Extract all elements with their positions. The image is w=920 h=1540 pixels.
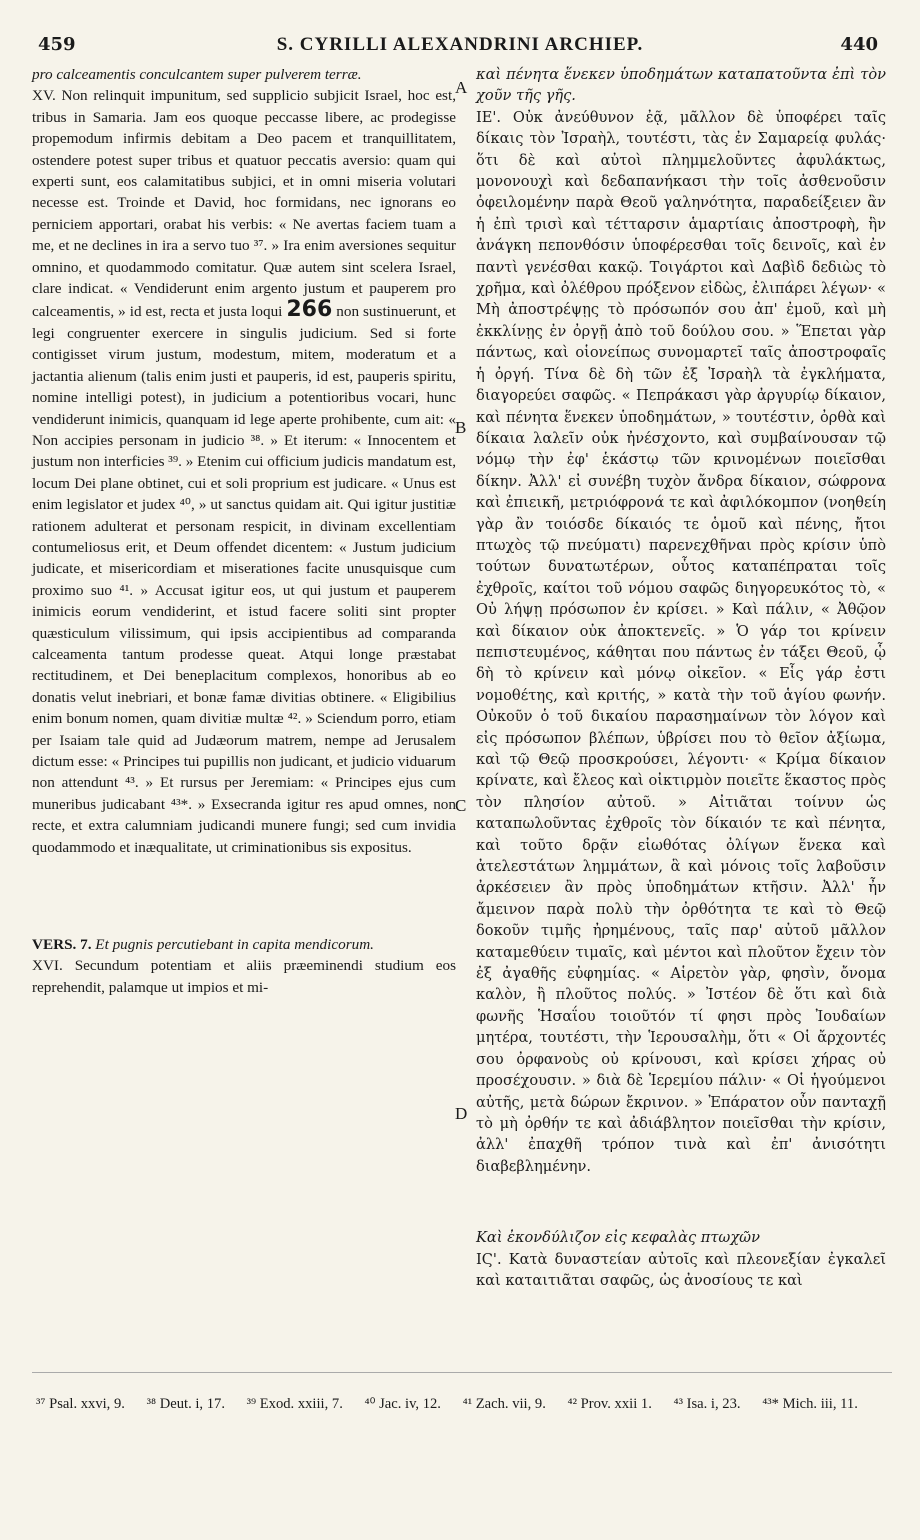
verse-label: VERS. 7.	[32, 936, 92, 954]
greek-paragraph-16: ΙϚ'. Κατὰ δυναστείαν αὐτοῖς καὶ πλεονεξίαν ἐγκαλεῖ καὶ καταιτιᾶται σαφῶς, ὡς ἀνοσίους τε καὶ	[476, 1250, 886, 1289]
running-header	[0, 30, 920, 62]
latin-paragraph-15	[32, 85, 456, 858]
column-number: 266	[286, 297, 333, 323]
page-number-right: 440	[840, 34, 878, 55]
footnote-rule	[32, 1372, 892, 1373]
verse-text-latin: Et pugnis percutiebant in capita mendicorum.	[95, 936, 374, 954]
margin-letters	[455, 64, 473, 1164]
margin-mark-c: C	[455, 796, 467, 815]
running-title: S. CYRILLI ALEXANDRINI ARCHIEP.	[276, 34, 644, 55]
greek-column	[476, 64, 886, 1291]
footnote: ⁴¹ Zach. vii, 9.	[462, 1396, 546, 1412]
footnote: ⁴³ Isa. i, 23.	[673, 1396, 741, 1412]
greek-paragraph-15: ΙΕ'. Οὐκ ἀνεύθυνον ἐᾷ, μᾶλλον δὲ ὑποφέρει ταῖς δίκαις τὸν Ἰσραὴλ, τουτέστι, τὰς ἐν Σαμαρείᾳ φυλάς· ὅτι δὲ καὶ αὐτοὶ πλημμελοῦντες ἀφυλάκτως, μονονουχὶ καὶ δεδαπανήκασι τὴν τοῖς ἀσθενοῦσιν ὀφειλομένην παρὰ Θεοῦ γαληνότητα, παραδείξειεν ἂν ἡ ἐπὶ τρισὶ καὶ τέτταρσιν ἁμαρτίαις ἀποστροφὴ, ἣν ἀνάγκη πεπονθόσιν ὑποφέρεσθαι τοῖς δεινοῖς, καὶ ἐν παντὶ γενέσθαι κακῷ. Τοιγάρτοι καὶ Δαβὶδ δεδιὼς τὸ χρῆμα, καὶ ὀλέθρου πρόξενον εἰδὼς, ἐλιπάρει λέγων· « Μὴ ἀποστρέψῃς τὸ πρόσωπόν σου ἀπ' ἐμοῦ, καὶ μὴ ἐκκλίνῃς ἐν ὀργῇ ἀπὸ τοῦ δούλου σου. » Ἕπεται γὰρ πάντως, καὶ οἱονείπως συνομαρτεῖ ταῖς ἀποστροφαῖς ἡ ὀργή. Τίνα δὲ δὴ τῶν ἐξ Ἰσραὴλ τὰ ἐγκλήματα, διαγορεύει σαφῶς. « Πεπράκασι γὰρ ἀργυρίῳ δίκαιον, καὶ πένητα ἕνεκεν ὑποδημάτων, » τουτέστιν, ὀρθὰ καὶ δίκαια λαλεῖν οὐκ ἠνέσχοντο, καὶ συμβαίνουσαν τῷ νόμῳ τὴν ἐφ' ἑκάστῳ τῶν κρινομένων ποιεῖσθαι δίκην. Ἀλλ' εἰ συνέβη τυχὸν ἄνδρα δίκαιον, σώφρονα καὶ ἐπιεικῆ, μετριόφρονά τε καὶ ἀφιλόκομπον (νοηθείη γὰρ ἂν τοιόσδε δίκαιός τε ὁμοῦ καὶ πένης, ἤτοι πτωχὸς τῷ πνεύματι) παρενεχθῆναι πρὸς κρίσιν ὑπὸ τούτων δυνατωτέρων, οὗτος καταπέπραται τοῖς ἐχθροῖς, καίτοι τοῦ νόμου σαφῶς διηγορευκότος τὸ, « Οὐ λήψῃ πρόσωπον ἐν κρίσει. » Καὶ πάλιν, « Ἀθῷον καὶ δίκαιον οὐκ ἀποκτενεῖς. » Ὁ γάρ τοι κρίνειν πεπιστευμένος, κάθηται που πάντως ἐν τάξει Θεοῦ, ᾧ δὴ τὸ κρίνειν καὶ μόνῳ οἰκεῖον. « Εἷς γάρ ἐστι νομοθέτης, καὶ κριτής, » κατὰ τὴν τοῦ ἁγίου φωνήν. Οὐκοῦν ὁ τοῦ δικαίου παρασημαίνων τὸν λόγον καὶ εἰς πρόσωπον βλέπων, ὑβρίσει που τὸ θεῖον ἀξίωμα, καὶ τῷ Θεῷ προσκρούσει, λέγοντι· « Κρίμα δίκαιον κρίνατε, καὶ ἔλεος καὶ οἰκτιρμὸν ποιεῖτε ἕκαστος πρὸς τὸν πλησίον αὐτοῦ. » Αἰτιᾶται τοίνυν ὡς καταπωλοῦντας ἐχθροῖς τὸν δίκαιόν τε καὶ πένητα, καὶ τοῦτο δρᾷν εἰωθότας ὀλίγων ἕνεκα καὶ ἀτελεστάτων λημμάτων, ἃ καὶ μόνοις τοῖς λαβοῦσιν ἀρκέσειεν ἂν πρὸς ὑποδημάτων κτῆσιν. Ἀλλ' ἦν ἄμεινον παρὰ πολὺ τὴν ὀρθότητα τε καὶ τὸ Θεῷ δοκοῦν τιμῆς ἠρημένους, ταῖς παρ' αὐτοῦ μᾶλλον καταμεθύειν τιμαῖς, καὶ μέντοι καὶ πλοῦτον ἔχειν τὸν ἐξ ἀγαθῆς εὐφημίας. « Αἱρετὸν γὰρ, φησὶν, ὄνομα καλὸν, ἢ πλοῦτος πολύς. » Ἰστέον δὲ ὅτι καὶ διὰ φωνῆς Ἡσαΐου τοιοῦτόν τί φησι πρὸς Ἰουδαίων μητέρα, τουτέστι, τὴν Ἱερουσαλὴμ, ὅτι « Οἱ ἄρχοντές σου ὀρφανοὺς οὐ κρίνουσι, καὶ κρίσει χήρας οὐ προσέχουσιν. » διὰ δὲ Ἱερεμίου πάλιν· « Οἱ ἡγούμενοι αὐτῆς, μετὰ δώρων ἔκρινον. » Ἐπάρατον οὖν πανταχῇ τὸ μὴ ὀρθήν τε καὶ ἀδιάβλητον ποιεῖσθαι τὴν κρίσιν, ἀλλ' ἐπαχθῆ τρόπον τινὰ καὶ ἐπ' ἀνισότητι διαβεβλημένην.	[476, 108, 886, 1175]
footnote: ⁴⁰ Jac. iv, 12.	[364, 1396, 441, 1412]
footnote: ³⁹ Exod. xxiii, 7.	[246, 1396, 343, 1412]
latin-verse-continuation: pro calceamentis conculcantem super pulverem terræ.	[32, 66, 362, 83]
latin-verse-7	[32, 934, 456, 955]
greek-verse-continuation: καὶ πένητα ἕνεκεν ὑποδημάτων καταπατοῦντα ἐπὶ τὸν χοῦν τῆς γῆς.	[476, 66, 886, 105]
verse-text-greek: Καὶ ἐκονδύλιζον εἰς κεφαλὰς πτωχῶν	[476, 1229, 760, 1247]
latin-column	[32, 64, 456, 998]
latin-para-15-text: XV. Non relinquit impunitum, sed supplicio subjicit Israel, hoc est, tribus in Samaria. Jam eos quoque peccasse libere, ac prodegisse propemodum infirmis debitam a Deo pacem et tranquillitatem, ostendere potest super tribus et quatuor peccatis aversio: quam qui experti sunt, eos calamitatibus subjici, et in omni miseria volutari necesse est. Troinde et David, hoc formidans, nec ignorans eo perniciem apportari, orabat his verbis: « Ne avertas faciem tuam a me, et ne declines in ira a servo tuo ³⁷. » Ira enim aversiones sequitur omnino, et quodammodo comitatur. Quæ autem sint scelera Israel, clare indicat. « Vendiderunt enim argento justum et pauperem pro calceamentis, » id est, recta et justa loqui	[32, 87, 456, 321]
margin-mark-d: D	[455, 1104, 468, 1123]
margin-mark-b: B	[455, 418, 467, 437]
footnotes	[36, 1394, 896, 1415]
page-number-left: 459	[38, 34, 76, 55]
footnote: ⁴² Prov. xxii 1.	[567, 1396, 652, 1412]
latin-para-15-text-cont: non sustinuerunt, et legi congruenter exercere in singulis judicium. Sed si forte contigisset virum justum, modestum, mitem, moderatum et a jactantia alienum (talis enim justi et pauperis, id est, pauperis spiritu, nomine intelligi potest), in judicium a potentioribus vocari, hunc vendiderunt inimicis, quanquam id lege aperte prohibente, cum ait: « Non accipies personam in judicio ³⁸. » Et iterum: « Innocentem et justum non interficies ³⁹. » Etenim cui officium judicis mandatum est, locum Dei plane obtinet, cui et soli proprium est judicare. « Unus est enim legislator et judex ⁴⁰, » ut sanctus quidam ait. Qui igitur justitiæ rationem adulterat et personam respicit, in divinam excellentiam contumeliosus erit, et Deum offendet dicentem: « Justum judicium judicate, et misericordiam et miserationes facite unusquisque cum proximo suo ⁴¹. » Accusat igitur eos, ut qui justum et pauperem inimicis eorum vendiderint, et istud facere soliti sint propter quæsticulum vilissimum, qui ipsis accipientibus ad comparanda calceamenta tantum prodesse queat. Atqui longe præstabat rectitudinem, et Dei beneplacitum complexos, honoribus ab eo donatis velut inebriari, et bonæ famæ divitias obtinere. « Eligibilius enim bonum nomen, quam divitiæ multæ ⁴². » Sciendum porro, etiam per Isaiam tale quid ad Judæorum matrem, nempe ad Jerusalem dictum esse: « Principes tui pupillis non judicant, et judicio viduarum non attendunt ⁴³. » Et rursus per Jeremiam: « Principes ejus cum muneribus judicabant ⁴³*. » Exsecranda igitur res apud omnes, non recte, et extra calumniam judicandi munere fungi; sed cum invidia quodammodo et inæqualitate, ut criminationibus sis expositus.	[32, 303, 456, 856]
margin-mark-a: A	[455, 78, 468, 97]
footnote: ³⁷ Psal. xxvi, 9.	[36, 1396, 125, 1412]
latin-paragraph-16: XVI. Secundum potentiam et aliis præeminendi studium eos reprehendit, palamque ut impios et mi-	[32, 957, 456, 996]
footnote: ⁴³* Mich. iii, 11.	[762, 1396, 858, 1412]
footnote: ³⁸ Deut. i, 17.	[146, 1396, 225, 1412]
